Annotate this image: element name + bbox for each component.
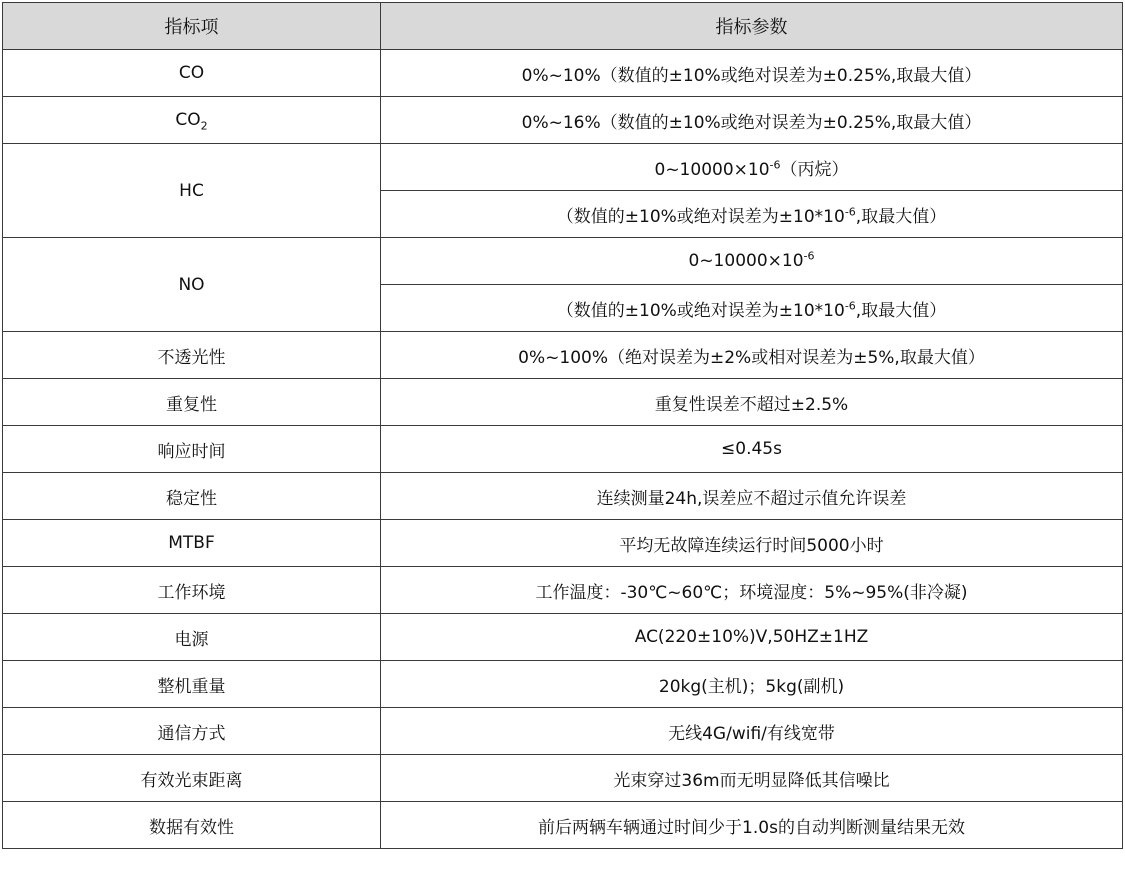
header-item: 指标项 [3,3,381,50]
value-text: ,取最大值） [855,206,947,227]
row-label: CO [3,50,381,97]
row-value: 0%~10%（数值的±10%或绝对误差为±0.25%,取最大值） [381,50,1123,97]
row-label [3,97,381,144]
header-row [3,3,1123,50]
row-value: 工作温度：-30℃~60℃；环境湿度：5%~95%(非冷凝) [381,567,1123,614]
row-label: 稳定性 [3,473,381,520]
row-value [381,144,1123,191]
value-exponent: -6 [803,249,815,263]
row-label: 电源 [3,614,381,661]
table-row [3,332,1123,379]
table-row [3,567,1123,614]
value-text: （丙烷） [780,159,849,180]
row-value [381,285,1123,332]
label-subscript: 2 [200,119,208,133]
row-value: 平均无故障连续运行时间5000小时 [381,520,1123,567]
table-row [3,520,1123,567]
table-row [3,144,1123,191]
row-value: 0%~100%（绝对误差为±2%或相对误差为±5%,取最大值） [381,332,1123,379]
row-value: 连续测量24h,误差应不超过示值允许误差 [381,473,1123,520]
row-label: 整机重量 [3,661,381,708]
value-text: （数值的±10%或绝对误差为±10*10 [556,206,845,227]
row-value: 0%~16%（数值的±10%或绝对误差为±0.25%,取最大值） [381,97,1123,144]
row-value: 20kg(主机)；5kg(副机) [381,661,1123,708]
table-row [3,802,1123,849]
table-row [3,708,1123,755]
row-value: 前后两辆车辆通过时间少于1.0s的自动判断测量结果无效 [381,802,1123,849]
table-row [3,614,1123,661]
header-param: 指标参数 [381,3,1123,50]
row-value: 无线4G/wifi/有线宽带 [381,708,1123,755]
table-row [3,473,1123,520]
row-value: 重复性误差不超过±2.5% [381,379,1123,426]
row-label: 数据有效性 [3,802,381,849]
table-row [3,238,1123,285]
row-label: 通信方式 [3,708,381,755]
row-value [381,191,1123,238]
row-label: 不透光性 [3,332,381,379]
row-label: 工作环境 [3,567,381,614]
spec-table [2,2,1123,849]
table-row [3,379,1123,426]
value-text: 0~10000×10 [688,251,804,271]
value-text: （数值的±10%或绝对误差为±10*10 [556,300,845,321]
row-label: NO [3,238,381,332]
value-text: 0~10000×10 [654,159,770,180]
value-exponent: -6 [769,157,781,171]
row-value: AC(220±10%)V,50HZ±1HZ [381,614,1123,661]
table-row [3,97,1123,144]
row-value [381,238,1123,285]
row-label: HC [3,144,381,238]
label-base: CO [175,110,201,130]
row-label: MTBF [3,520,381,567]
row-label: 响应时间 [3,426,381,473]
row-value: ≤0.45s [381,426,1123,473]
value-exponent: -6 [844,204,856,218]
value-text: ,取最大值） [855,300,947,321]
row-label: 重复性 [3,379,381,426]
table-row [3,426,1123,473]
table-row [3,661,1123,708]
value-exponent: -6 [844,298,856,312]
row-label: 有效光束距离 [3,755,381,802]
table-row [3,50,1123,97]
row-value: 光束穿过36m而无明显降低其信噪比 [381,755,1123,802]
table-row [3,755,1123,802]
